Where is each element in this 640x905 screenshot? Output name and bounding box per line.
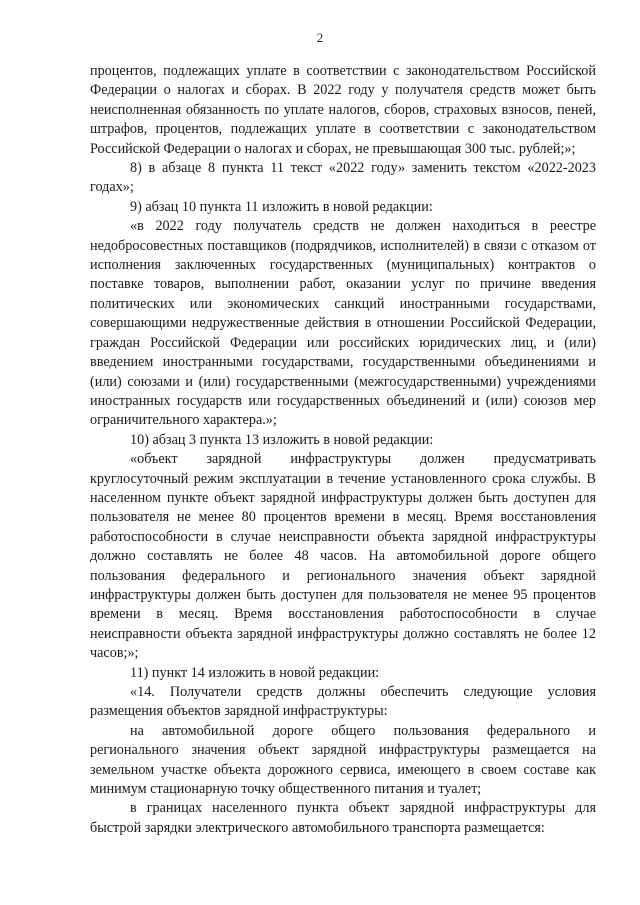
paragraph-item-9: 9) абзац 10 пункта 11 изложить в новой редакции: — [130, 198, 433, 215]
paragraph-quote-14: «14. Получатели средств должны обеспечить следующие условия размещения объектов зарядной инфраструктуры: — [90, 684, 596, 720]
paragraph-quote-registry: «в 2022 году получатель средств не должен находиться в реестре недобросовестных поставщиков (подрядчиков, исполнителей) в связи с отказом от исполнения заключенных государственных (муниципальных) контрактов о поставке товаров, выполнении работ, оказании услуг по причине введения политических или экономических санкций иностранными государствами, совершающими недружественные действия в отношении Российской Федерации, граждан Российской Федерации или российских юридических лиц, и (или) введением иностранными государствами, государственными объединениями и (или) союзами и (или) государственными (межгосударственными) учреждениями иностранных государств или государственных объединений и (или) союзов мер ограничительного характера.»; — [90, 218, 596, 429]
paragraph-item-8: 8) в абзаце 8 пункта 11 текст «2022 году» заменить текстом «2022-2023 годах»; — [90, 160, 596, 196]
paragraph-item-11: 11) пункт 14 изложить в новой редакции: — [130, 664, 380, 681]
paragraph-quote-charging-object: «объект зарядной инфраструктуры должен предусматривать круглосуточный режим эксплуатации в течение установленного срока службы. В населенном пункте объект зарядной инфраструктуры должен быть доступен для пользователя не менее 80 процентов времени в месяц. Время восстановления работоспособности в случае неисправности объекта зарядной инфраструктуры должно составлять не более 48 часов. На автомобильной дороге общего пользования федерального и регионального значения объект зарядной инфраструктуры должен быть доступен для пользователя не менее 95 процентов времени в месяц. Время восстановления работоспособности в случае неисправности объекта зарядной инфраструктуры должно составлять не более 12 часов;»; — [90, 451, 596, 662]
paragraph-highway-conditions: на автомобильной дороге общего пользования федерального и регионального значения объект зарядной инфраструктуры размещается на земельном участке объекта дорожного сервиса, имеющего в своем составе как минимум стационарную точку общественного питания и туалет; — [90, 722, 596, 798]
paragraph-city-conditions: в границах населенного пункта объект зарядной инфраструктуры для быстрой зарядки электрического автомобильного транспорта размещается: — [90, 800, 596, 836]
paragraph-item-10: 10) абзац 3 пункта 13 изложить в новой редакции: — [130, 431, 434, 448]
paragraph-continuation: процентов, подлежащих уплате в соответствии с законодательством Российской Федерации о налогах и сборах. В 2022 году у получателя средств может быть неисполненная обязанность по уплате налогов, сборов, страховых взносов, пеней, штрафов, процентов, подлежащих уплате в соответствии с законодательством Российской Федерации о налогах и сборах, не превышающая 300 тыс. рублей;»; — [90, 63, 596, 157]
page-number: 2 — [316, 30, 324, 45]
document-body — [90, 62, 596, 838]
